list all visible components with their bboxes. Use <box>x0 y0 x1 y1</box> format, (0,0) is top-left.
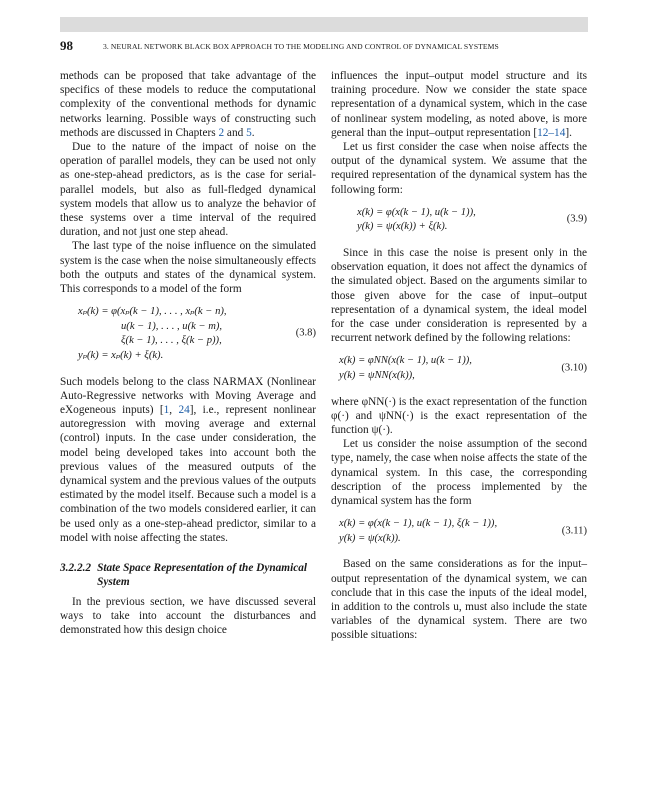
paragraph: In the previous section, we have discussed several ways to take into account the disturbances and demonstrated how this design choice <box>60 596 316 637</box>
equation-line: x(k) = φ(x(k − 1), u(k − 1), ξ(k − 1)), <box>339 518 498 530</box>
chapter-link[interactable]: 2 <box>218 126 225 139</box>
equation-number: (3.11) <box>561 525 587 537</box>
citation-link[interactable]: 24 <box>178 404 190 417</box>
equation-3-8 <box>60 305 316 363</box>
equation-number: (3.8) <box>295 328 316 340</box>
header-bar <box>60 17 588 32</box>
equation-line: xₚ(k) = φ(xₚ(k − 1), . . . , xₚ(k − n), <box>78 306 227 318</box>
paragraph: The last type of the noise influence on the simulated system is the case when the noise simultaneously effects both the outputs and states of the dynamical system. This corresponds to a model of the form <box>60 240 316 296</box>
equation-line: u(k − 1), . . . , u(k − m), <box>121 320 223 332</box>
section-title: State Space Representation of the Dynamical System <box>97 562 308 589</box>
left-column <box>60 69 316 638</box>
chapter-link[interactable]: 5 <box>246 126 252 139</box>
equation-line: y(k) = ψ(x(k)). <box>339 532 401 544</box>
paragraph: Since in this case the noise is present only in the observation equation, it does not affect the dynamics of the simulated object. Based on the arguments similar to those given above for the case of input–output representation of a dynamical system, the ideal model for the case under consideration is represented by a recurrent network defined by the following relations: <box>331 247 587 345</box>
equation-number: (3.10) <box>561 362 587 374</box>
equation-line: yₚ(k) = xₚ(k) + ξ(k). <box>78 350 164 362</box>
citation-link[interactable]: 1 <box>163 404 170 417</box>
paragraph: methods can be proposed that take advantage of the specifics of these models to reduce the computational complexity of the conventional methods for dynamic networks learning. Possible ways of constructing such methods are discussed in Chapters 2 and 5. <box>60 70 316 139</box>
equation-line: x(k) = φNN(x(k − 1), u(k − 1)), <box>339 355 472 367</box>
equation-line: y(k) = ψNN(x(k)), <box>339 370 415 382</box>
page-number: 98 <box>60 38 73 53</box>
paragraph: Due to the nature of the impact of noise on the operation of parallel models, they can be used not only as one-step-ahead predictors, as is the case for serial-parallel models, but also as full-fledged dynamical system models that allow us to analyze the behavior of these systems over a time interval of the required duration, and not just one step ahead. <box>60 141 316 239</box>
paragraph: Let us first consider the case when noise affects the output of the dynamical system. We assume that the required representation of the dynamical system has the following form: <box>331 141 587 196</box>
paragraph: Let us consider the noise assumption of the second type, namely, the case when noise affects the state of the dynamical system. In this case, the corresponding description of the process implemented by the dynamical system has the form <box>331 438 587 508</box>
section-number: 3.2.2.2 <box>60 562 92 575</box>
paragraph: influences the input–output model structure and its training procedure. Now we consider the state space representation of a dynamical system, which in the case of nonlinear system modeling, as noted above, is more general than the input–output representation [12–14]. <box>331 70 587 139</box>
citation-link[interactable]: 12–14 <box>537 126 566 139</box>
paragraph: Based on the same considerations as for the input–output representation of the dynamical system, we can conclude that in this case the inputs of the ideal model, in addition to the controls u, must also include the state variables of the dynamical system. There are two possible situations: <box>331 558 587 642</box>
equation-line: x(k) = φ(x(k − 1), u(k − 1)), <box>357 206 476 218</box>
equation-line: y(k) = ψ(x(k)) + ξ(k). <box>357 221 448 233</box>
paragraph: Such models belong to the class NARMAX (Nonlinear Auto-Regressive networks with Moving Average and eXogeneous inputs) [1, 24], i.e., represent nonlinear autoregression with moving average and external (control) inputs. In the case under consideration, the model being developed takes into account both the previous values of the measured outputs of the dynamical system and the previous values of the outputs estimated by the model itself. Because such a model is a combination of the two models considered earlier, it can be used only as a one-step-ahead predictor, similar to a model with noise affecting the states. <box>60 375 316 544</box>
equation-3-9 <box>331 206 587 235</box>
right-column <box>331 69 587 643</box>
equation-3-10 <box>331 354 587 383</box>
equation-line: ξ(k − 1), . . . , ξ(k − p)), <box>121 335 222 347</box>
section-heading <box>60 561 316 589</box>
equation-number: (3.9) <box>566 214 587 226</box>
paragraph: where φNN(·) is the exact representation of the function φ(·) and ψNN(·) is the exact representation of the function ψ(·). <box>331 395 587 437</box>
equation-3-11 <box>331 517 587 546</box>
page-header <box>60 38 588 54</box>
running-head: 3. NEURAL NETWORK BLACK BOX APPROACH TO THE MODELING AND CONTROL OF DYNAMICAL SYSTEMS <box>103 42 499 51</box>
